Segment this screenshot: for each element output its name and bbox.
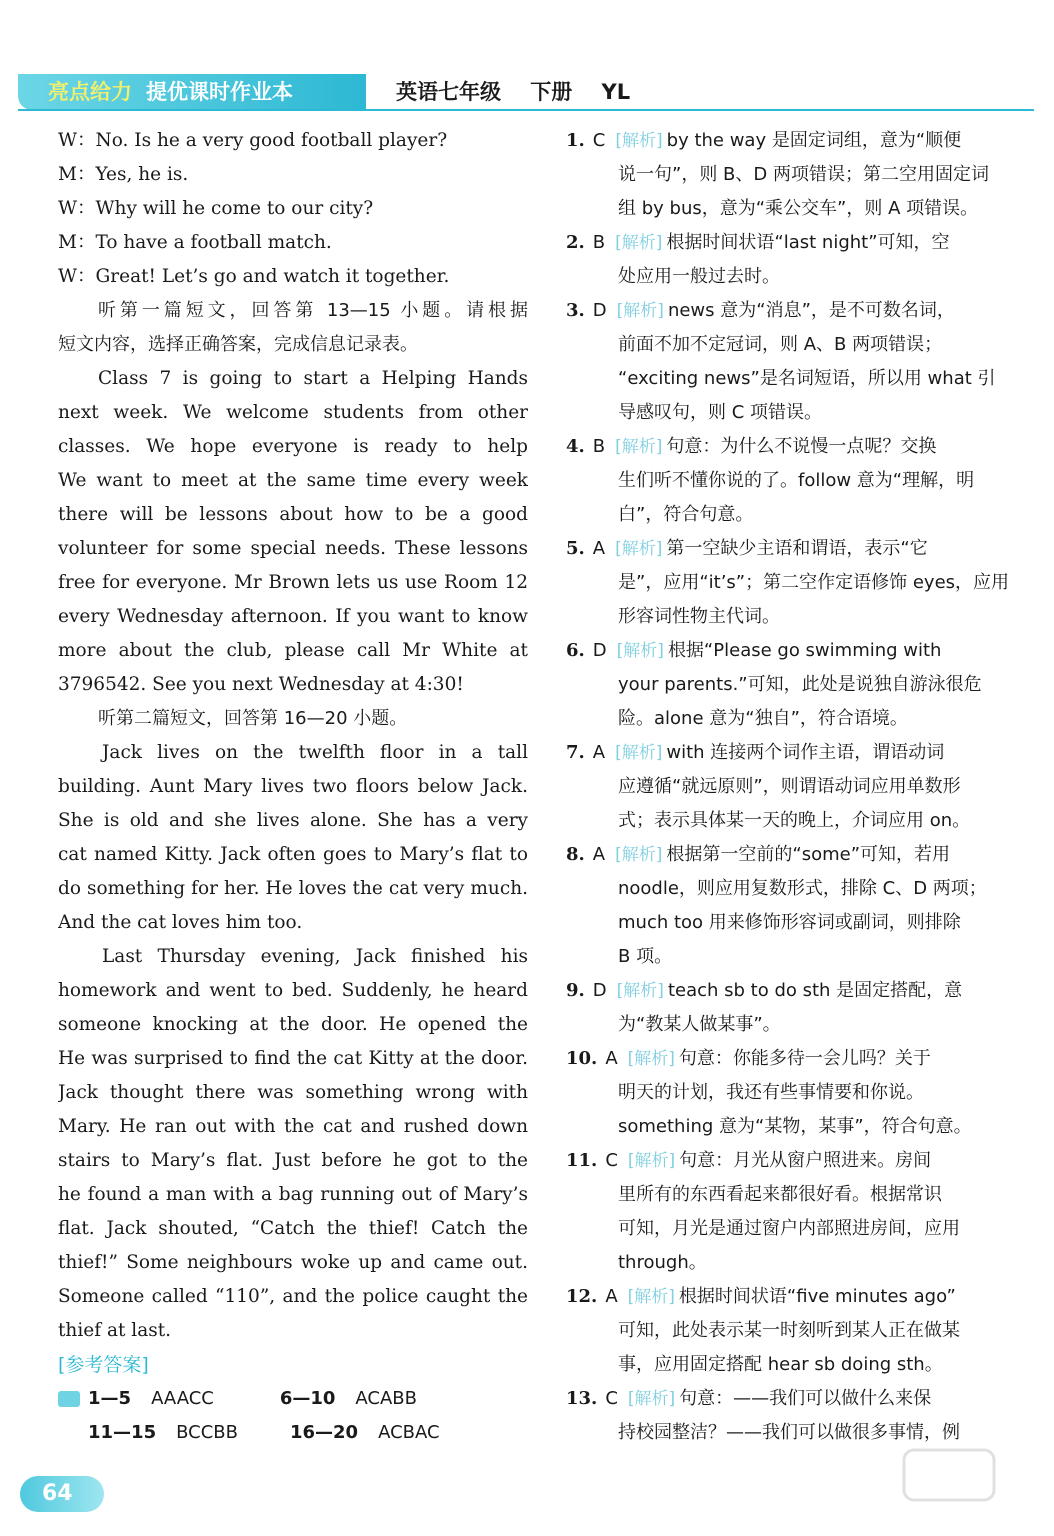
answer-row (58, 1416, 528, 1450)
answer-letter: B (592, 232, 606, 253)
explanation-line: 是”，应用“it’s”；第二空作定语修饰 eyes，应用 (618, 572, 1010, 593)
explanation-line: 险。alone 意为“独自”，符合语境。 (618, 708, 908, 729)
passage-line: We want to meet at the same time every week (58, 470, 528, 491)
passage-line: Someone called “110”, and the police caught the (58, 1286, 528, 1307)
analysis-tag: [解析] (627, 1151, 676, 1171)
explanation-line: 应遵循“就远原则”，则谓语动词应用单数形 (618, 776, 961, 797)
passage-line: every Wednesday afternoon. If you want to know (58, 606, 528, 627)
question-number: 10. (566, 1048, 598, 1069)
explanation-line: 形容词性物主代词。 (618, 606, 780, 627)
answer-letter: B (592, 436, 606, 457)
explanation-line: 前面不加不定冠词，则 A、B 两项错误； (618, 334, 943, 355)
answer-range: 11—15 (88, 1422, 157, 1443)
page-number: 64 (20, 1476, 104, 1512)
explanation-item (566, 634, 1036, 736)
answer-letter: D (592, 640, 607, 661)
explanation-text: 根据“Please go swimming with (667, 640, 942, 661)
question-number: 11. (566, 1150, 598, 1171)
explanation-text: 句意：——我们可以做什么来保 (679, 1388, 932, 1409)
explanation-text: news 意为“消息”，是不可数名词， (667, 300, 955, 321)
explanation-line: 明天的计划，我还有些事情要和你说。 (618, 1082, 924, 1103)
explanation-line: 导感叹句，则 C 项错误。 (618, 402, 823, 423)
header-meta: 英语七年级 下册 YL (396, 80, 631, 104)
explanation-first-line (566, 1382, 1036, 1416)
explanation-line: 白”，符合句意。 (618, 504, 754, 525)
passage-line: stairs to Mary’s flat. Just before he got to the (58, 1150, 528, 1171)
answer-letter: C (605, 1150, 618, 1171)
explanation-line: 组 by bus，意为“乘公交车”，则 A 项错误。 (618, 198, 979, 219)
explanation-first-line (566, 1280, 1036, 1314)
answer-row (58, 1382, 528, 1416)
explanation-text: 句意：月光从窗户照进来。房间 (679, 1150, 932, 1171)
analysis-tag: [解析] (615, 233, 663, 253)
explanation-item (566, 1144, 1036, 1280)
analysis-tag: [解析] (616, 301, 664, 321)
explanation-text: 根据时间状语“last night”可知，空 (666, 232, 950, 253)
explanation-line: your parents.”可知，此处是说独自游泳很危 (618, 674, 982, 695)
instruction-line: 听第一篇短文，回答第 13—15 小题。请根据 (98, 300, 528, 321)
explanation-item (566, 974, 1036, 1042)
passage-line: Mary. He ran out with the cat and rushed down (58, 1116, 528, 1137)
answer-letter: C (592, 130, 606, 151)
explanation-text: 句意：你能多待一会儿吗？关于 (678, 1048, 931, 1069)
question-number: 7. (566, 742, 585, 763)
explanation-first-line (566, 974, 1036, 1008)
analysis-tag: [解析] (627, 1389, 676, 1409)
answer-letter: C (605, 1388, 618, 1409)
explanation-first-line (566, 124, 1036, 158)
explanation-first-line (566, 736, 1036, 770)
page-header (0, 0, 1054, 112)
explanation-line: 可知，此处表示某一时刻听到某人正在做某 (618, 1320, 960, 1341)
explanation-first-line (566, 634, 1036, 668)
analysis-tag: [解析] (616, 981, 664, 1001)
passage-line: Last Thursday evening, Jack finished his (102, 946, 528, 967)
passage-line: he found a man with a bag running out of Mary’s (58, 1184, 528, 1205)
explanation-line: 为“教某人做某事”。 (618, 1014, 781, 1035)
passage-line: Jack lives on the twelfth floor in a tall (102, 742, 528, 763)
passage-line: He was surprised to find the cat Kitty at the door. (58, 1048, 528, 1069)
answer-letter: D (592, 980, 607, 1001)
explanation-line: much too 用来修饰形容词或副词，则排除 (618, 912, 961, 933)
explanation-text: teach sb to do sth 是固定搭配，意 (667, 980, 963, 1001)
right-column (566, 124, 1036, 1450)
passage-line: thief at last. (58, 1320, 172, 1341)
analysis-tag: [解析] (615, 131, 663, 151)
explanation-line: 可知，月光是通过窗户内部照进房间，应用 (618, 1218, 960, 1239)
question-number: 6. (566, 640, 585, 661)
question-number: 12. (566, 1286, 598, 1307)
explanation-item (566, 1382, 1036, 1450)
watermark-logo (874, 1446, 1024, 1526)
explanation-line: something 意为“某物，某事”，符合句意。 (618, 1116, 972, 1137)
reference-answers-title: [参考答案] (58, 1354, 149, 1376)
passage-line: next week. We welcome students from other (58, 402, 528, 423)
explanation-line: 说一句”，则 B、D 两项错误；第二空用固定词 (618, 164, 989, 185)
answer-range: 1—5 (88, 1388, 132, 1409)
explanation-item (566, 430, 1036, 532)
passage-line: more about the club, please call Mr White at (58, 640, 528, 661)
analysis-tag: [解析] (615, 437, 663, 457)
answer-letter: A (605, 1286, 618, 1307)
book-title: 提优课时作业本 (146, 80, 293, 104)
passage-line: 3796542. See you next Wednesday at 4:30! (58, 674, 464, 695)
answer-value: AAACC (151, 1388, 214, 1409)
passage-line: free for everyone. Mr Brown lets us use Room 12 (58, 572, 528, 593)
explanation-item (566, 532, 1036, 634)
left-column (58, 124, 528, 1450)
answer-letter: A (592, 538, 606, 559)
analysis-tag: [解析] (615, 743, 663, 763)
passage-line: thief!” Some neighbours woke up and came out. (58, 1252, 528, 1273)
answer-letter: A (592, 844, 606, 865)
passage-line: someone knocking at the door. He opened the (58, 1014, 528, 1035)
explanation-first-line (566, 294, 1036, 328)
passage-line: She is old and she lives alone. She has a very (58, 810, 528, 831)
explanation-text: by the way 是固定词组，意为“顺便 (666, 130, 962, 151)
question-number: 5. (566, 538, 585, 559)
explanation-item (566, 124, 1036, 226)
dialogue-line: M：Yes, he is. (58, 164, 189, 185)
dialogue-line: M：To have a football match. (58, 232, 332, 253)
question-number: 1. (566, 130, 585, 151)
book-banner (18, 74, 366, 110)
question-number: 13. (566, 1388, 598, 1409)
explanation-first-line (566, 1144, 1036, 1178)
answer-value: BCCBB (176, 1422, 238, 1443)
passage-line: volunteer for some special needs. These lessons (58, 538, 528, 559)
answer-letter: D (592, 300, 607, 321)
explanation-line: B 项。 (618, 946, 673, 967)
instruction-line: 听第二篇短文，回答第 16—20 小题。 (98, 708, 408, 729)
explanation-line: 持校园整洁？——我们可以做很多事情，例 (618, 1422, 960, 1443)
explanation-first-line (566, 430, 1036, 464)
explanation-first-line (566, 226, 1036, 260)
explanation-line: through。 (618, 1252, 707, 1273)
explanation-text: 根据第一空前的“some”可知，若用 (666, 844, 951, 865)
explanation-text: 第一空缺少主语和谓语，表示“它 (666, 538, 928, 559)
explanation-item (566, 1042, 1036, 1144)
analysis-tag: [解析] (627, 1287, 675, 1307)
analysis-tag: [解析] (615, 539, 663, 559)
passage-line: Jack thought there was something wrong with (58, 1082, 528, 1103)
answer-letter: A (605, 1048, 618, 1069)
passage-line: And the cat loves him too. (58, 912, 303, 933)
answer-range: 16—20 (289, 1422, 359, 1443)
explanation-item (566, 1280, 1036, 1382)
explanation-line: 式；表示具体某一天的晚上，介词应用 on。 (618, 810, 971, 831)
passage-line: homework and went to bed. Suddenly, he heard (58, 980, 528, 1001)
dialogue-line: W：Great! Let’s go and watch it together. (58, 266, 450, 287)
explanation-line: 生们听不懂你说的了。follow 意为“理解，明 (618, 470, 975, 491)
explanation-text: with 连接两个词作主语，谓语动词 (666, 742, 945, 763)
brand-name: 亮点给力 (48, 80, 132, 104)
dialogue-line: W：Why will he come to our city? (58, 198, 374, 219)
question-number: 9. (566, 980, 585, 1001)
explanation-line: 事，应用固定搭配 hear sb doing sth。 (618, 1354, 943, 1375)
question-number: 8. (566, 844, 585, 865)
explanation-text: 根据时间状语“five minutes ago” (678, 1286, 956, 1307)
passage-line: Class 7 is going to start a Helping Hands (98, 368, 528, 389)
analysis-tag: [解析] (615, 845, 663, 865)
answer-value: ACABB (355, 1388, 417, 1409)
header-divider (18, 109, 1034, 111)
explanation-first-line (566, 1042, 1036, 1076)
passage-line: flat. Jack shouted, “Catch the thief! Catch the (58, 1218, 528, 1239)
explanation-first-line (566, 532, 1036, 566)
analysis-tag: [解析] (627, 1049, 675, 1069)
question-number: 4. (566, 436, 585, 457)
explanation-item (566, 226, 1036, 294)
section-marker-icon (58, 1391, 80, 1407)
explanation-item (566, 294, 1036, 430)
explanation-text: 句意：为什么不说慢一点呢？交换 (666, 436, 937, 457)
watermark-icon (874, 1446, 1024, 1506)
passage-line: building. Aunt Mary lives two floors below Jack. (58, 776, 528, 797)
explanation-line: 里所有的东西看起来都很好看。根据常识 (618, 1184, 942, 1205)
explanation-line: noodle，则应用复数形式，排除 C、D 两项； (618, 878, 987, 899)
explanation-item (566, 838, 1036, 974)
answer-value: ACBAC (378, 1422, 440, 1443)
analysis-tag: [解析] (616, 641, 664, 661)
explanation-first-line (566, 838, 1036, 872)
answer-letter: A (592, 742, 606, 763)
dialogue-line: W：No. Is he a very good football player? (58, 130, 448, 151)
instruction-line: 短文内容，选择正确答案，完成信息记录表。 (58, 334, 418, 355)
question-number: 3. (566, 300, 585, 321)
answer-range: 6—10 (279, 1388, 336, 1409)
passage-line: do something for her. He loves the cat very much. (58, 878, 528, 899)
explanation-line: 处应用一般过去时。 (618, 266, 780, 287)
passage-line: cat named Kitty. Jack often goes to Mary’s flat to (58, 844, 528, 865)
passage-line: there will be lessons about how to be a good (58, 504, 528, 525)
explanation-line: “exciting news”是名词短语，所以用 what 引 (618, 368, 996, 389)
question-number: 2. (566, 232, 585, 253)
explanation-item (566, 736, 1036, 838)
passage-line: classes. We hope everyone is ready to help (58, 436, 528, 457)
